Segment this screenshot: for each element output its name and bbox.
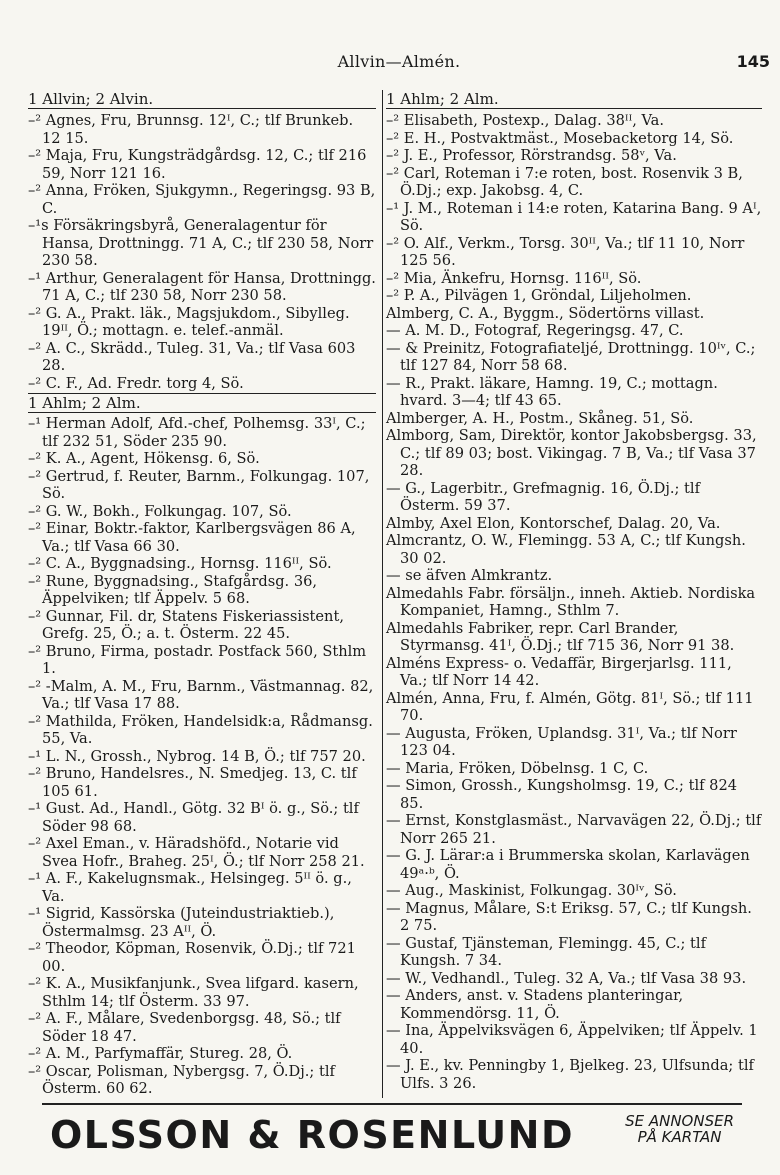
directory-entry: — Augusta, Fröken, Uplandsg. 31ᴵ, Va.; tlf Norr 123 04. [386,724,737,759]
directory-entry: –² K. A., Musikfanjunk., Svea lifgard. kasern, Sthlm 14; tlf Österm. 33 97. [28,975,359,1010]
directory-entry: –¹ Arthur, Generalagent för Hansa, Drottningg. 71 A, C.; tlf 230 58, Norr 230 58. [28,269,376,304]
directory-entry: –² Bruno, Handelsres., N. Smedjeg. 13, C. tlf 105 61. [28,765,357,800]
directory-entry: — & Preinitz, Fotografiateljé, Drottningg. 10ᴵᵛ, C.; tlf 127 84, Norr 58 68. [386,339,756,374]
directory-entry: –² Maja, Fru, Kungsträdgårdsg. 12, C.; tlf 216 59, Norr 121 16. [28,147,367,182]
directory-entry: Alméns Express- o. Vedaffär, Birgerjarlsg. 111, Va.; tlf Norr 14 42. [386,654,732,689]
page-number: 145 [736,52,770,71]
directory-entry: — Gustaf, Tjänsteman, Flemingg. 45, C.; tlf Kungsh. 7 34. [386,934,706,969]
directory-entry: –¹s Försäkringsbyrå, Generalagentur för Hansa, Drottningg. 71 A, C.; tlf 230 58, Norr 230 58. [28,217,374,269]
left-column [28,90,383,1098]
directory-entry: –¹ J. M., Roteman i 14:e roten, Katarina Bang. 9 Aᴵ, Sö. [386,199,762,234]
directory-entry: Almberg, C. A., Byggm., Södertörns villast. [386,304,705,322]
section-heading: 1 Ahlm; 2 Alm. [28,393,376,413]
directory-entry: –¹ Gust. Ad., Handl., Götg. 32 Bᴵ ö. g., Sö.; tlf Söder 98 68. [28,800,359,835]
directory-entry: –¹ L. N., Grossh., Nybrog. 14 B, Ö.; tlf 757 20. [28,747,366,765]
directory-entry: –¹ Herman Adolf, Afd.-chef, Polhemsg. 33ᴵ, C.; tlf 232 51, Söder 235 90. [28,415,366,450]
directory-entry: — se äfven Almkrantz. [386,567,553,584]
directory-entry: — Ernst, Konstglasmäst., Narvavägen 22, Ö.Dj.; tlf Norr 265 21. [386,812,762,847]
directory-entry: –² Agnes, Fru, Brunnsg. 12ᴵ, C.; tlf Brunkeb. 12 15. [28,112,354,147]
directory-entry: –¹ A. F., Kakelugnsmak., Helsingeg. 5ᴵᴵ ö. g., Va. [28,870,352,905]
directory-entry: — R., Prakt. läkare, Hamng. 19, C.; mottagn. hvard. 3—4; tlf 43 65. [386,374,718,409]
directory-entry: –² Mia, Änkefru, Hornsg. 116ᴵᴵ, Sö. [386,269,642,287]
directory-entry: Almby, Axel Elon, Kontorschef, Dalag. 20, Va. [386,514,721,532]
directory-entry: Almberger, A. H., Postm., Skåneg. 51, Sö. [386,409,694,427]
directory-entry: Almedahls Fabr. försäljn., inneh. Aktieb. Nordiska Kompaniet, Hamng., Sthlm 7. [386,584,756,619]
advertiser-logo: OLSSON & ROSENLUND [50,1113,575,1157]
directory-entry: –² P. A., Pilvägen 1, Gröndal, Liljeholmen. [386,287,692,304]
directory-entry: –² Theodor, Köpman, Rosenvik, Ö.Dj.; tlf 721 00. [28,940,356,975]
directory-entry: — Anders, anst. v. Stadens planteringar, Kommendörsg. 11, Ö. [386,987,684,1022]
directory-entry: Almedahls Fabriker, repr. Carl Brander, Styrmansg. 41ᴵ, Ö.Dj.; tlf 715 36, Norr 91 38. [386,619,735,654]
directory-entry: Almcrantz, O. W., Flemingg. 53 A, C.; tlf Kungsh. 30 02. [386,532,746,567]
directory-entry: –² Elisabeth, Postexp., Dalag. 38ᴵᴵ, Va. [386,112,665,129]
directory-entry: –² Carl, Roteman i 7:e roten, bost. Rosenvik 3 B, Ö.Dj.; exp. Jakobsg. 4, C. [386,164,743,199]
directory-entry: –² -Malm, A. M., Fru, Barnm., Västmannag. 82, Va.; tlf Vasa 17 88. [28,677,374,712]
directory-entry: –² Axel Eman., v. Häradshöfd., Notarie vid Svea Hofr., Braheg. 25ᴵ, Ö.; tlf Norr 258 21. [28,835,365,870]
tagline-line: PÅ KARTAN [637,1128,722,1146]
directory-entry: — A. M. D., Fotograf, Regeringsg. 47, C. [386,322,684,339]
page-title: Allvin—Almén. [337,52,461,71]
directory-entry: — Magnus, Målare, S:t Eriksg. 57, C.; tlf Kungsh. 2 75. [386,899,752,934]
directory-entry: –² C. F., Ad. Fredr. torg 4, Sö. [28,374,244,392]
directory-entry: — G., Lagerbitr., Grefmagnig. 16, Ö.Dj.; tlf Österm. 59 37. [386,479,700,514]
directory-entry: Almborg, Sam, Direktör, kontor Jakobsbergsg. 33, C.; tlf 89 03; bost. Vikingag. 7 B, Va.; tlf Vasa 37 28. [386,427,757,479]
page-header [28,52,770,76]
right-column [382,90,762,1098]
advertisement-banner [42,1103,742,1159]
directory-entry: –² Gertrud, f. Reuter, Barnm., Folkungag. 107, Sö. [28,467,370,502]
advertisement-tagline [625,1113,734,1145]
directory-entry: –² G. W., Bokh., Folkungag. 107, Sö. [28,502,292,520]
directory-entry: –² J. E., Professor, Rörstrandsg. 58ᵛ, Va. [386,147,677,164]
directory-entry: — W., Vedhandl., Tuleg. 32 A, Va.; tlf Vasa 38 93. [386,969,747,987]
entry-list [28,112,376,392]
directory-entry: Almén, Anna, Fru, f. Almén, Götg. 81ᴵ, Sö.; tlf 111 70. [386,689,754,724]
directory-entry: — Aug., Maskinist, Folkungag. 30ᴵᵛ, Sö. [386,882,677,899]
directory-entry: — J. E., kv. Penningby 1, Bjelkeg. 23, Ulfsunda; tlf Ulfs. 3 26. [386,1057,754,1092]
directory-entry: –² Bruno, Firma, postadr. Postfack 560, Sthlm 1. [28,642,367,677]
tagline-line: SE ANNONSER [625,1112,734,1130]
directory-entry: –² A. C., Skrädd., Tuleg. 31, Va.; tlf Vasa 603 28. [28,339,356,374]
entry-list [28,415,376,1098]
directory-entry: –² K. A., Agent, Hökensg. 6, Sö. [28,450,260,467]
directory-entry: — G. J. Lärar:a i Brummerska skolan, Karlavägen 49ᵃ·ᵇ, Ö. [386,847,750,882]
directory-entry: –² A. M., Parfymaffär, Stureg. 28, Ö. [28,1045,293,1062]
directory-entry: — Simon, Grossh., Kungsholmsg. 19, C.; tlf 824 85. [386,777,738,812]
directory-entry: — Ina, Äppelviksvägen 6, Äppelviken; tlf Äppelv. 1 40. [386,1022,758,1057]
directory-entry: –² Gunnar, Fil. dr, Statens Fiskeriassistent, Grefg. 25, Ö.; a. t. Österm. 22 45. [28,607,344,642]
directory-entry: –² Anna, Fröken, Sjukgymn., Regeringsg. 93 B, C. [28,182,376,217]
directory-entry: — Maria, Fröken, Döbelnsg. 1 C, C. [386,759,649,777]
directory-entry: –² A. F., Målare, Svedenborgsg. 48, Sö.; tlf Söder 18 47. [28,1010,341,1045]
directory-entry: –² Einar, Boktr.-faktor, Karlbergsvägen 86 A, Va.; tlf Vasa 66 30. [28,520,356,555]
directory-entry: –² Oscar, Polisman, Nybergsg. 7, Ö.Dj.; tlf Österm. 60 62. [28,1062,335,1097]
directory-entry: –² C. A., Byggnadsing., Hornsg. 116ᴵᴵ, Sö. [28,555,332,572]
directory-entry: –² E. H., Postvaktmäst., Mosebacketorg 14, Sö. [386,129,734,147]
directory-entry: –¹ Sigrid, Kassörska (Juteindustriaktieb.), Östermalmsg. 23 Aᴵᴵ, Ö. [28,905,335,940]
directory-entry: –² O. Alf., Verkm., Torsg. 30ᴵᴵ, Va.; tlf 11 10, Norr 125 56. [386,234,745,269]
column-heading: 1 Allvin; 2 Alvin. [28,90,376,109]
directory-entry: –² Rune, Byggnadsing., Stafgårdsg. 36, Äppelviken; tlf Äppelv. 5 68. [28,572,318,607]
directory-columns [28,90,762,1098]
directory-entry: –² G. A., Prakt. läk., Magsjukdom., Sibylleg. 19ᴵᴵ, Ö.; mottagn. e. telef.-anmäl. [28,304,350,339]
column-heading: 1 Ahlm; 2 Alm. [386,90,762,109]
directory-entry: –² Mathilda, Fröken, Handelsidk:a, Rådmansg. 55, Va. [28,712,373,747]
entry-list [386,112,762,1092]
